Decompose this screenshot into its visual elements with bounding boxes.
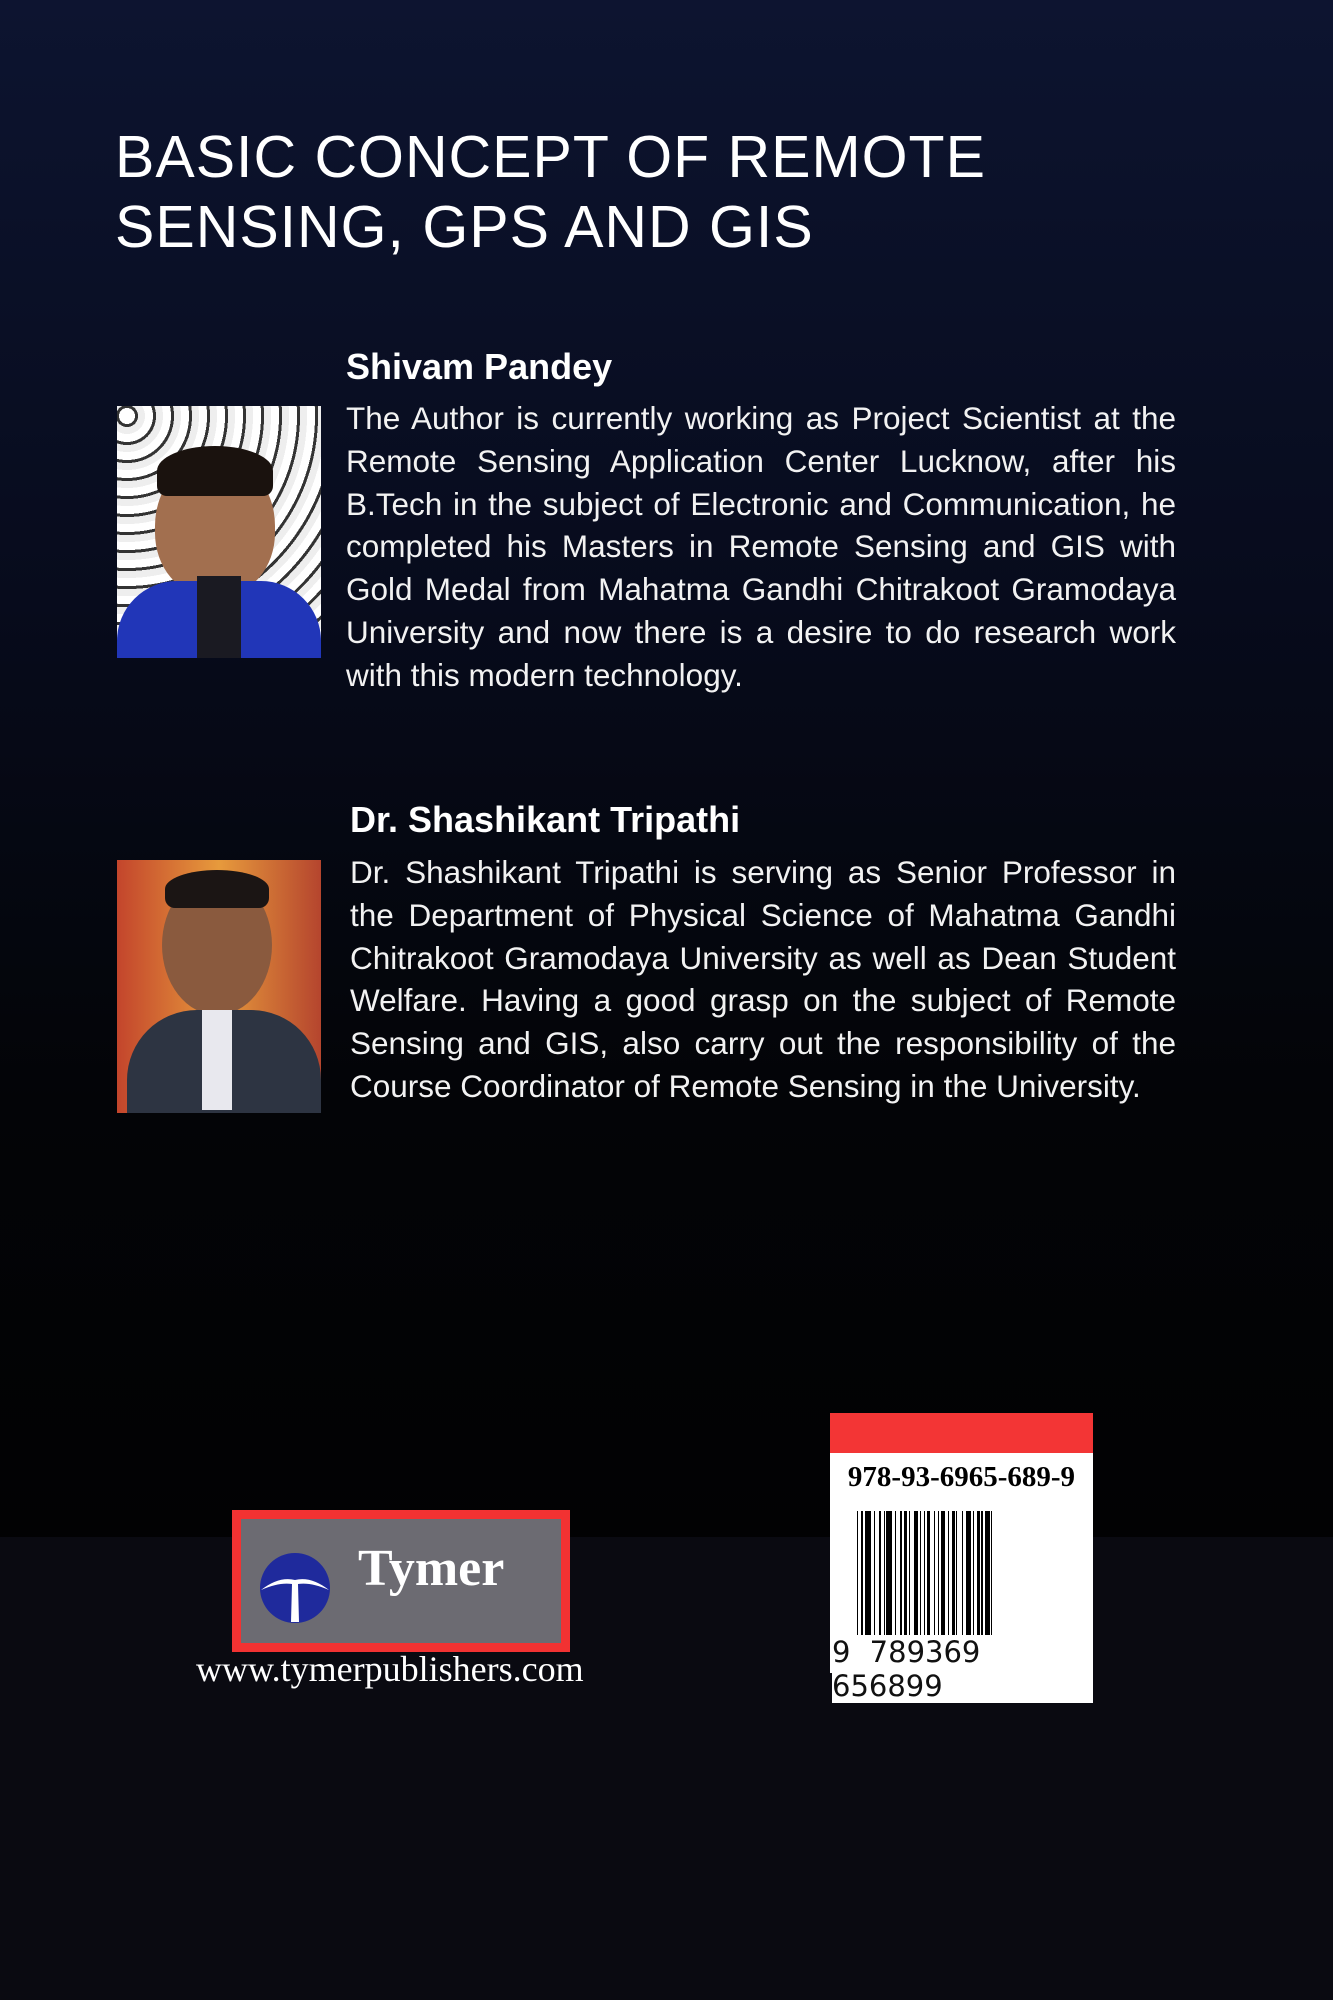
barcode-red-band — [830, 1413, 1093, 1453]
isbn-text: 978-93-6965-689-9 — [847, 1461, 1076, 1493]
barcode-bars — [857, 1511, 1093, 1649]
author-name-2: Dr. Shashikant Tripathi — [350, 799, 741, 840]
title-line-2: SENSING, GPS AND GIS — [115, 194, 814, 260]
author-photo-1 — [117, 406, 321, 658]
author-photo-2 — [117, 860, 321, 1113]
isbn-barcode — [830, 1413, 1093, 1703]
author-name-1: Shivam Pandey — [346, 346, 613, 387]
publisher-url[interactable]: www.tymerpublishers.com — [196, 1649, 584, 1689]
author-bio-2: Dr. Shashikant Tripathi is serving as Senior Professor in the Department of Physical Science of Mahatma Gandhi Chitrakoot Gramodaya University as well as Dean Student Welfare. Having a good grasp on the subject of Remote Sensing and GIS, also carry out the responsibility of the Course Coordinator of Remote Sensing in the University. — [350, 854, 1176, 1104]
barcode-bar — [992, 1511, 995, 1649]
publisher-logo — [232, 1510, 570, 1652]
title-line-1: BASIC CONCEPT OF REMOTE — [115, 124, 986, 190]
lower-band — [0, 1537, 1333, 2000]
barcode-digits: 9 789369 656899 — [832, 1635, 1093, 1703]
author-bio-1: The Author is currently working as Project Scientist at the Remote Sensing Application Center Lucknow, after his B.Tech in the subject of Electronic and Communication, he completed his Masters in Remote Sensing and GIS with Gold Medal from Mahatma Gandhi Chitrakoot Gramodaya University and now there is a desire to do research work with this modern technology. — [346, 400, 1176, 693]
tymer-emblem-icon — [259, 1552, 331, 1624]
publisher-name: Tymer — [358, 1540, 505, 1597]
book-title — [115, 122, 986, 262]
